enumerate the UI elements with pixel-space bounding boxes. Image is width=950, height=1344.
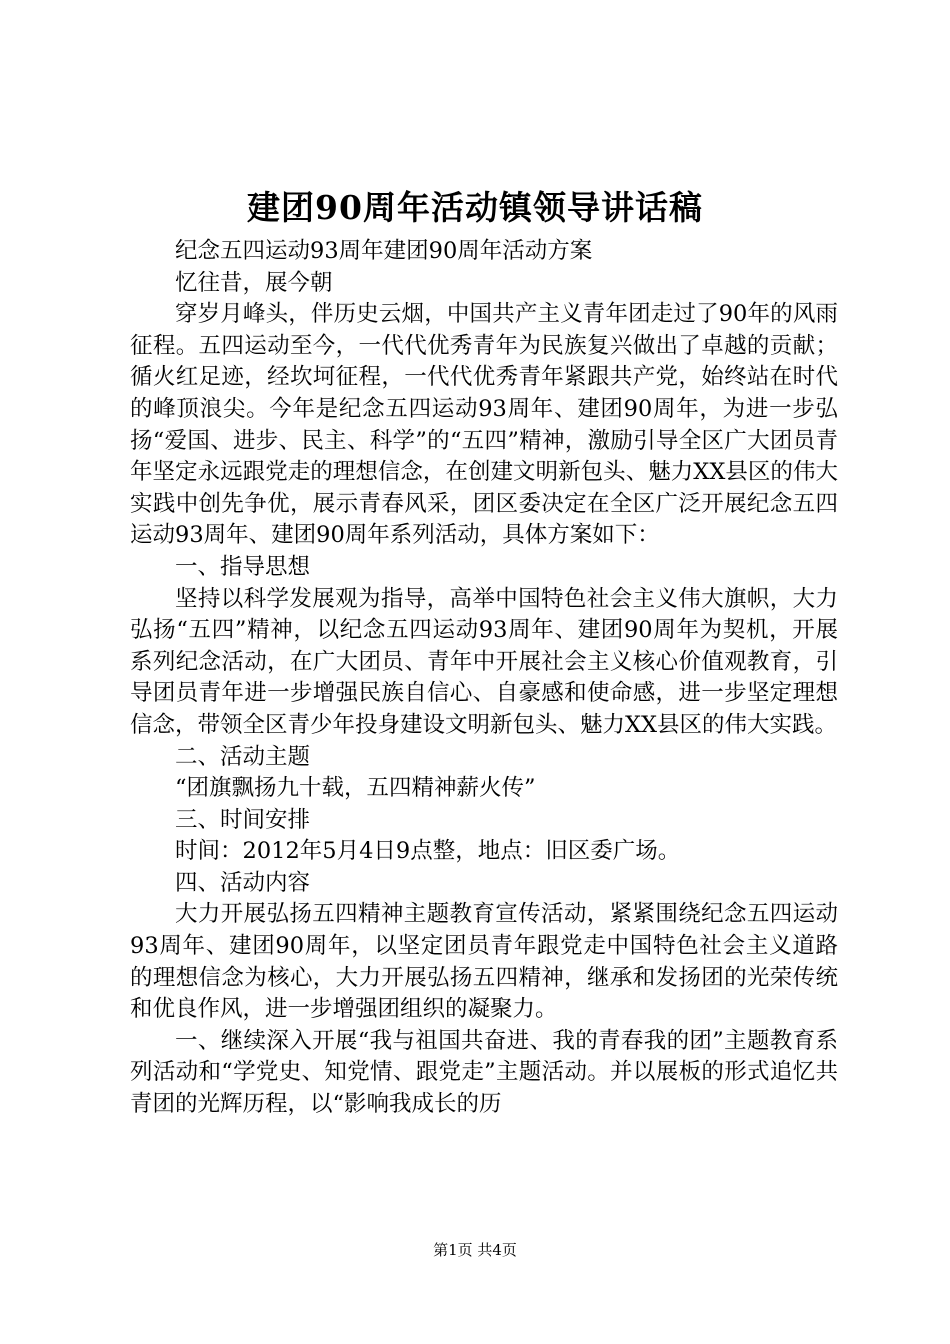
paragraph-slogan: 忆往昔，展今朝 (175, 269, 333, 296)
paragraph-guiding-ideology: 坚持以科学发展观为指导，高举中国特色社会主义伟大旗帜，大力弘扬“五四”精神，以纪念五四运动93周年、建团90周年为契机，开展系列纪念活动，在广大团员、青年中开展社会主义核心价值观教育，引导团员青年进一步增强民族自信心、自豪感和使命感，进一步坚定理想信念，带领全区青少年投身建设文明新包头、魅力XX县区的伟大实践。 (130, 585, 838, 738)
paragraph-content-item-1: 一、继续深入开展“我与祖国共奋进、我的青春我的团”主题教育系列活动和“学党史、知党情、跟党走”主题活动。并以展板的形式追忆共青团的光辉历程，以“影响我成长的历 (130, 1027, 838, 1118)
document-body (130, 236, 838, 1121)
page-total: 共4页 (477, 1241, 517, 1259)
document-title: 建团90周年活动镇领导讲话稿 (247, 188, 703, 227)
paragraph-intro: 穿岁月峰头，伴历史云烟，中国共产主义青年团走过了90年的风雨征程。五四运动至今，一代代优秀青年为民族复兴做出了卓越的贡献；循火红足迹，经坎坷征程，一代代优秀青年紧跟共产党，始终站在时代的峰顶浪尖。今年是纪念五四运动93周年、建团90周年，为进一步弘扬“爱国、进步、民主、科学”的“五四”精神，激励引导全区广大团员青年坚定永远跟党走的理想信念，在创建文明新包头、魅力XX县区的伟大实践中创先争优，展示青春风采，团区委决定在全区广泛开展纪念五四运动93周年、建团90周年系列活动，具体方案如下： (130, 301, 838, 549)
page-number: 第1页 (433, 1241, 473, 1259)
paragraph-subtitle: 纪念五四运动93周年建团90周年活动方案 (175, 238, 593, 264)
paragraph-theme: “团旗飘扬九十载，五四精神薪火传” (175, 775, 536, 802)
section-heading-guiding-ideology: 一、指导思想 (175, 553, 311, 580)
page-footer (0, 1240, 950, 1260)
section-heading-schedule: 三、时间安排 (175, 806, 311, 833)
paragraph-content: 大力开展弘扬五四精神主题教育宣传活动，紧紧围绕纪念五四运动93周年、建团90周年，以坚定团员青年跟党走中国特色社会主义道路的理想信念为核心，大力开展弘扬五四精神，继承和发扬团的光荣传统和优良作风，进一步增强团组织的凝聚力。 (130, 901, 838, 1023)
section-heading-content: 四、活动内容 (175, 869, 311, 896)
section-heading-theme: 二、活动主题 (175, 743, 311, 770)
paragraph-schedule: 时间：2012年5月4日9点整，地点：旧区委广场。 (175, 838, 681, 865)
